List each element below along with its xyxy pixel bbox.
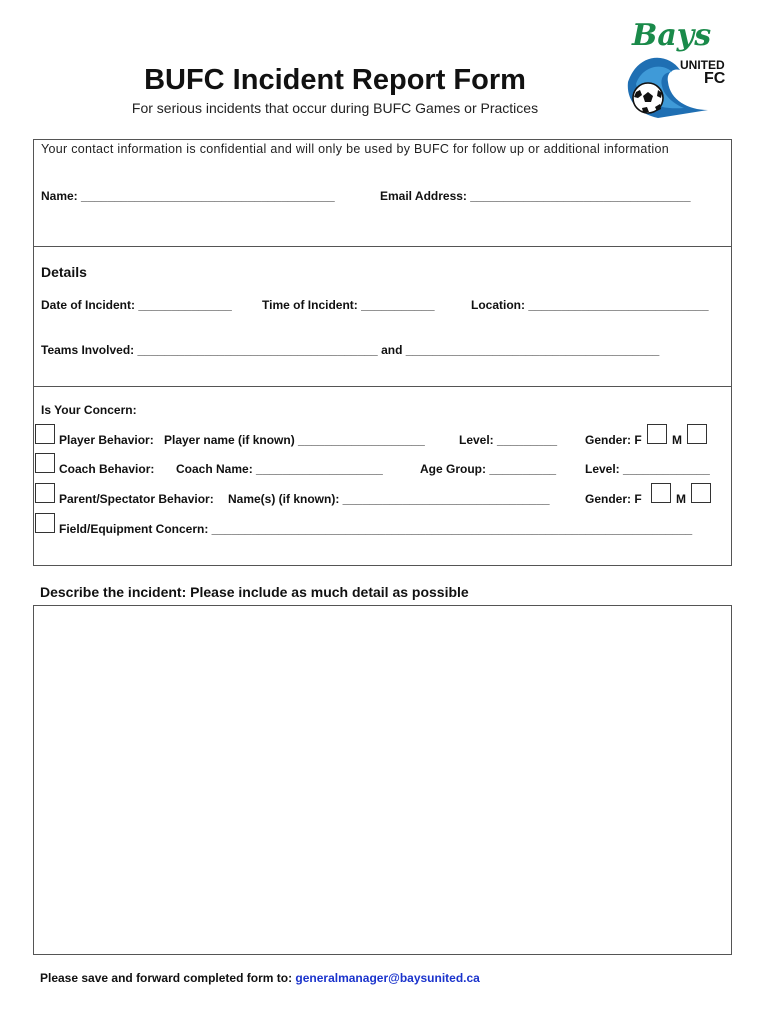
page-title: BUFC Incident Report Form [144, 64, 526, 96]
describe-heading: Describe the incident: Please include as much detail as possible [40, 584, 469, 600]
parent-gender-m-label: M [676, 492, 686, 506]
logo-text-fc: FC [704, 70, 726, 87]
field-equipment-checkbox[interactable] [35, 513, 55, 533]
parent-gender-f-checkbox[interactable] [651, 483, 671, 503]
time-of-incident-field[interactable]: Time of Incident: ___________ [262, 298, 435, 312]
player-gender-m-checkbox[interactable] [687, 424, 707, 444]
name-field[interactable]: Name: ______________________________________ [41, 189, 335, 203]
player-behavior-checkbox[interactable] [35, 424, 55, 444]
date-of-incident-field[interactable]: Date of Incident: ______________ [41, 298, 232, 312]
player-gender-f-label: Gender: F [585, 433, 642, 447]
coach-level-field[interactable]: Level: _____________ [585, 462, 710, 476]
footer-instructions [40, 971, 480, 985]
incident-description-textarea[interactable] [33, 605, 732, 955]
player-gender-m-label: M [672, 433, 682, 447]
parent-gender-m-checkbox[interactable] [691, 483, 711, 503]
details-section [33, 246, 732, 387]
field-equipment-field[interactable]: Field/Equipment Concern: ________________________________________________________________________ [59, 522, 693, 536]
logo-text-bays: Bays [632, 18, 712, 53]
player-name-field[interactable]: Player name (if known) ___________________ [164, 433, 425, 447]
details-heading: Details [41, 264, 87, 280]
parent-spectator-label: Parent/Spectator Behavior: [59, 492, 214, 506]
parent-spectator-checkbox[interactable] [35, 483, 55, 503]
player-level-field[interactable]: Level: _________ [459, 433, 558, 447]
confidentiality-notice: Your contact information is confidential and will only be used by BUFC for follow up or additional information [41, 142, 669, 156]
manager-email-link[interactable]: generalmanager@baysunited.ca [295, 971, 480, 985]
logo-text-united: UNITED [680, 58, 725, 72]
coach-name-field[interactable]: Coach Name: ___________________ [176, 462, 383, 476]
parent-names-field[interactable]: Name(s) (if known): _______________________________ [228, 492, 550, 506]
footer-prefix: Please save and forward completed form to: [40, 971, 296, 985]
concern-section [33, 386, 732, 566]
player-behavior-label: Player Behavior: [59, 433, 154, 447]
concern-heading: Is Your Concern: [41, 403, 137, 417]
contact-section [33, 139, 732, 247]
coach-behavior-checkbox[interactable] [35, 453, 55, 473]
email-field[interactable]: Email Address: _________________________________ [380, 189, 691, 203]
page-subtitle: For serious incidents that occur during BUFC Games or Practices [131, 100, 539, 116]
teams-involved-field[interactable]: Teams Involved: ____________________________________ and ______________________________________ [41, 343, 660, 357]
parent-gender-f-label: Gender: F [585, 492, 642, 506]
age-group-field[interactable]: Age Group: __________ [420, 462, 557, 476]
location-field[interactable]: Location: ___________________________ [471, 298, 709, 312]
coach-behavior-label: Coach Behavior: [59, 462, 155, 476]
player-gender-f-checkbox[interactable] [647, 424, 667, 444]
